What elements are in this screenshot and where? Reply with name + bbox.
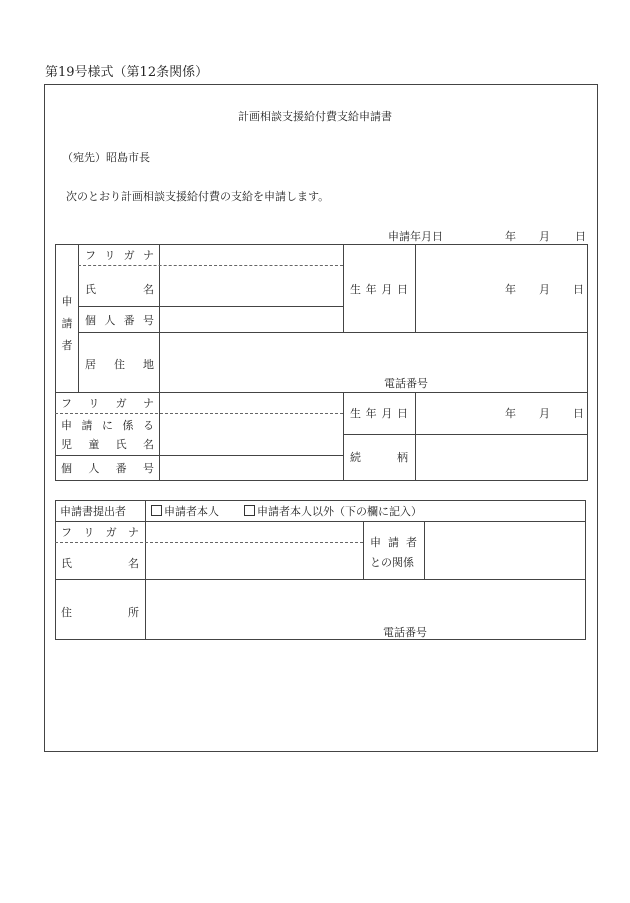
child-name-label-line1: 申 請 に 係 る xyxy=(61,419,154,432)
applicant-birth-year: 年 xyxy=(505,283,516,296)
option-other[interactable]: 申請者本人以外（下の欄に記入） xyxy=(244,505,422,519)
intro-text: 次のとおり計画相談支援給付費の支給を申請します。 xyxy=(66,190,330,203)
applicant-birth-month: 月 xyxy=(539,283,550,296)
checkbox-other[interactable] xyxy=(244,505,255,516)
child-birth-month: 月 xyxy=(539,407,550,420)
application-month: 月 xyxy=(539,230,550,243)
child-birth-year: 年 xyxy=(505,407,516,420)
applicant-id-number-label: 個 人 番 号 xyxy=(85,314,154,327)
option-applicant-self[interactable]: 申請者本人 xyxy=(151,505,219,519)
child-birthdate-label: 生 年 月 日 xyxy=(350,407,408,420)
applicant-name-label: 氏 名 xyxy=(85,283,154,296)
applicant-section-label: 申請者 xyxy=(61,295,73,352)
form-number: 第19号様式（第12条関係） xyxy=(45,65,209,80)
applicant-address-label: 居 住 地 xyxy=(85,358,154,371)
form-title: 計画相談支援給付費支給申請書 xyxy=(238,110,392,123)
application-day: 日 xyxy=(575,230,586,243)
submitter-label: 申請書提出者 xyxy=(60,505,126,518)
application-date-label: 申請年月日 xyxy=(388,230,443,243)
child-birth-day: 日 xyxy=(573,407,584,420)
submitter-furigana-label: フ リ ガ ナ xyxy=(61,526,139,539)
applicant-furigana-label: フ リ ガ ナ xyxy=(85,249,154,262)
relation-label-line1: 申 請 者 xyxy=(370,536,417,549)
addressee: （宛先）昭島市長 xyxy=(62,151,150,164)
submitter-name-label: 氏 名 xyxy=(61,557,139,570)
child-id-number-label: 個 人 番 号 xyxy=(61,462,154,475)
relation-label-line2: との関係 xyxy=(370,556,414,569)
child-name-label-line2: 児 童 氏 名 xyxy=(61,438,154,451)
child-relationship-label: 続 柄 xyxy=(350,451,408,464)
applicant-birth-day: 日 xyxy=(573,283,584,296)
applicant-phone-label: 電話番号 xyxy=(384,377,428,390)
submitter-address-label: 住 所 xyxy=(61,606,139,619)
submitter-phone-label: 電話番号 xyxy=(383,626,427,639)
applicant-birthdate-label: 生 年 月 日 xyxy=(350,283,408,296)
application-year: 年 xyxy=(505,230,516,243)
checkbox-self[interactable] xyxy=(151,505,162,516)
child-furigana-label: フ リ ガ ナ xyxy=(61,397,154,410)
